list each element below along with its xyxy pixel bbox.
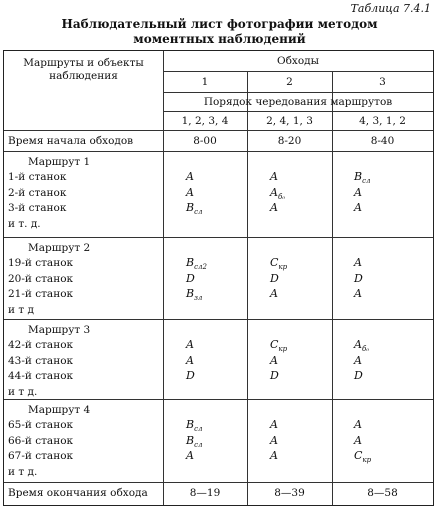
start-time-label: Время начала обходов — [8, 135, 134, 147]
state-value — [354, 418, 362, 433]
start-time-2: 8-20 — [277, 135, 302, 147]
state-value — [186, 256, 207, 271]
state-letter: A — [186, 185, 194, 199]
state-value — [186, 338, 194, 353]
round-number-1: 1 — [201, 76, 209, 88]
etc-label: и т. д. — [8, 217, 41, 230]
state-value — [270, 256, 287, 271]
order-2: 2, 4, 1, 3 — [266, 115, 313, 127]
state-value — [354, 434, 362, 449]
state-letter: C — [354, 449, 363, 462]
state-value — [354, 287, 362, 302]
state-letter: A — [354, 338, 362, 351]
state-letter: A — [186, 170, 194, 183]
state-value — [270, 338, 287, 353]
title-line-1: Наблюдательный лист фотографии методом — [61, 17, 378, 31]
table-title — [0, 17, 439, 47]
state-letter: A — [270, 201, 278, 214]
state-letter: D — [270, 271, 279, 285]
state-letter: A — [270, 170, 278, 183]
machine-label: 2-й станок — [8, 186, 67, 199]
state-value — [354, 256, 362, 271]
state-value — [354, 449, 371, 464]
state-letter: A — [354, 418, 362, 431]
end-time-label: Время окончания обхода — [8, 487, 148, 499]
state-letter: A — [354, 185, 362, 199]
machine-label: 42-й станок — [8, 339, 74, 351]
rounds-header: Обходы — [277, 55, 319, 67]
state-letter: B — [186, 201, 195, 214]
header-rule-1 — [163, 71, 433, 72]
state-value — [354, 170, 370, 185]
etc-label: и т д — [8, 303, 34, 316]
state-value — [270, 434, 278, 449]
state-value — [354, 186, 362, 201]
header-rule-3 — [163, 111, 433, 112]
state-letter: A — [354, 433, 362, 447]
round-number-3: 3 — [379, 76, 386, 88]
state-value — [270, 170, 278, 185]
state-letter: B — [354, 170, 363, 183]
state-letter: A — [186, 338, 194, 351]
state-value — [186, 369, 195, 384]
order-header: Порядок чередования маршрутов — [203, 96, 393, 108]
route-title: Маршрут 2 — [28, 242, 91, 254]
state-value — [270, 369, 279, 384]
state-value — [186, 354, 194, 369]
etc-label: и т д. — [8, 385, 38, 398]
state-value — [354, 201, 362, 216]
state-letter: B — [186, 287, 195, 300]
machine-label: 67-й станок — [8, 450, 74, 462]
route-title: Маршрут 4 — [28, 404, 91, 416]
state-letter: A — [270, 185, 278, 199]
end-time-1: 8—19 — [189, 487, 221, 499]
end-time-2: 8—39 — [274, 487, 305, 499]
route-4-rule — [4, 482, 433, 483]
machine-label: 19-й станок — [8, 257, 74, 269]
etc-label: и т д. — [8, 465, 38, 478]
table-caption: Таблица 7.4.1 — [350, 2, 431, 15]
state-subscript: кр — [278, 345, 288, 354]
state-letter: A — [270, 449, 278, 462]
header-bottom-rule — [4, 130, 433, 131]
state-letter: A — [186, 449, 194, 462]
machine-label: 44-й станок — [8, 370, 74, 382]
state-value — [186, 272, 195, 287]
state-value — [186, 201, 202, 216]
state-letter: B — [186, 418, 195, 431]
machine-label: 21-й станок — [8, 288, 74, 300]
state-value — [186, 186, 194, 201]
state-letter: A — [186, 353, 194, 367]
state-value — [354, 272, 363, 287]
state-value — [186, 449, 194, 464]
state-letter: D — [186, 271, 195, 285]
start-time-1: 8-00 — [193, 135, 217, 147]
state-subscript: сл2 — [194, 263, 207, 272]
state-value — [270, 272, 279, 287]
order-1: 1, 2, 3, 4 — [181, 115, 229, 127]
end-time-3: 8—58 — [367, 487, 398, 499]
machine-label: 20-й станок — [8, 272, 74, 285]
state-letter: D — [354, 369, 363, 382]
state-subscript: сл — [194, 425, 203, 434]
state-letter: A — [270, 287, 278, 300]
state-value — [270, 418, 278, 433]
state-letter: A — [270, 353, 278, 367]
state-subscript: сл — [194, 208, 203, 217]
state-value — [186, 418, 202, 433]
state-letter: A — [354, 201, 362, 214]
state-value — [270, 449, 278, 464]
machine-label: 43-й станок — [8, 354, 74, 367]
route-1-rule — [4, 237, 433, 238]
state-letter: A — [270, 418, 278, 431]
state-subscript: сл — [362, 177, 371, 186]
state-value — [186, 434, 202, 449]
state-value — [270, 186, 285, 201]
state-value — [354, 369, 363, 384]
state-subscript: кр — [278, 263, 288, 272]
state-letter: A — [354, 353, 362, 367]
observation-table — [3, 50, 434, 506]
state-letter: A — [270, 433, 278, 447]
route-2-rule — [4, 319, 433, 320]
state-letter: C — [270, 338, 279, 351]
state-letter: D — [270, 369, 279, 382]
round-number-2: 2 — [286, 76, 293, 88]
title-line-2: моментных наблюдений — [133, 32, 306, 46]
state-value — [270, 287, 278, 302]
machine-label: 65-й станок — [8, 419, 74, 431]
state-value — [270, 354, 278, 369]
state-letter: B — [186, 256, 195, 269]
state-value — [354, 338, 369, 353]
machine-label: 3-й станок — [8, 202, 67, 214]
state-letter: D — [186, 369, 195, 382]
state-subscript: б₀ — [361, 345, 370, 354]
state-letter: A — [354, 256, 362, 269]
state-value — [186, 170, 194, 185]
start-time-3: 8-40 — [370, 135, 395, 147]
state-letter: B — [186, 433, 195, 447]
state-letter: A — [354, 287, 362, 300]
header-rule-2 — [163, 92, 433, 93]
state-value — [186, 287, 202, 302]
state-subscript: зл — [194, 294, 203, 303]
state-subscript: б₀ — [277, 192, 286, 201]
routes-objects-header: Маршруты и объекты наблюдения — [23, 57, 144, 82]
state-letter: C — [270, 256, 279, 269]
state-subscript: сл — [194, 440, 203, 449]
state-letter: D — [354, 271, 363, 285]
start-row-rule — [4, 151, 433, 152]
machine-label: 66-й станок — [8, 434, 74, 447]
state-subscript: кр — [362, 456, 372, 465]
route-3-rule — [4, 399, 433, 400]
state-value — [354, 354, 362, 369]
state-value — [270, 201, 278, 216]
order-3: 4, 3, 1, 2 — [359, 115, 406, 127]
route-title: Маршрут 1 — [28, 156, 91, 168]
route-title: Маршрут 3 — [28, 324, 91, 336]
machine-label: 1-й станок — [8, 171, 67, 183]
